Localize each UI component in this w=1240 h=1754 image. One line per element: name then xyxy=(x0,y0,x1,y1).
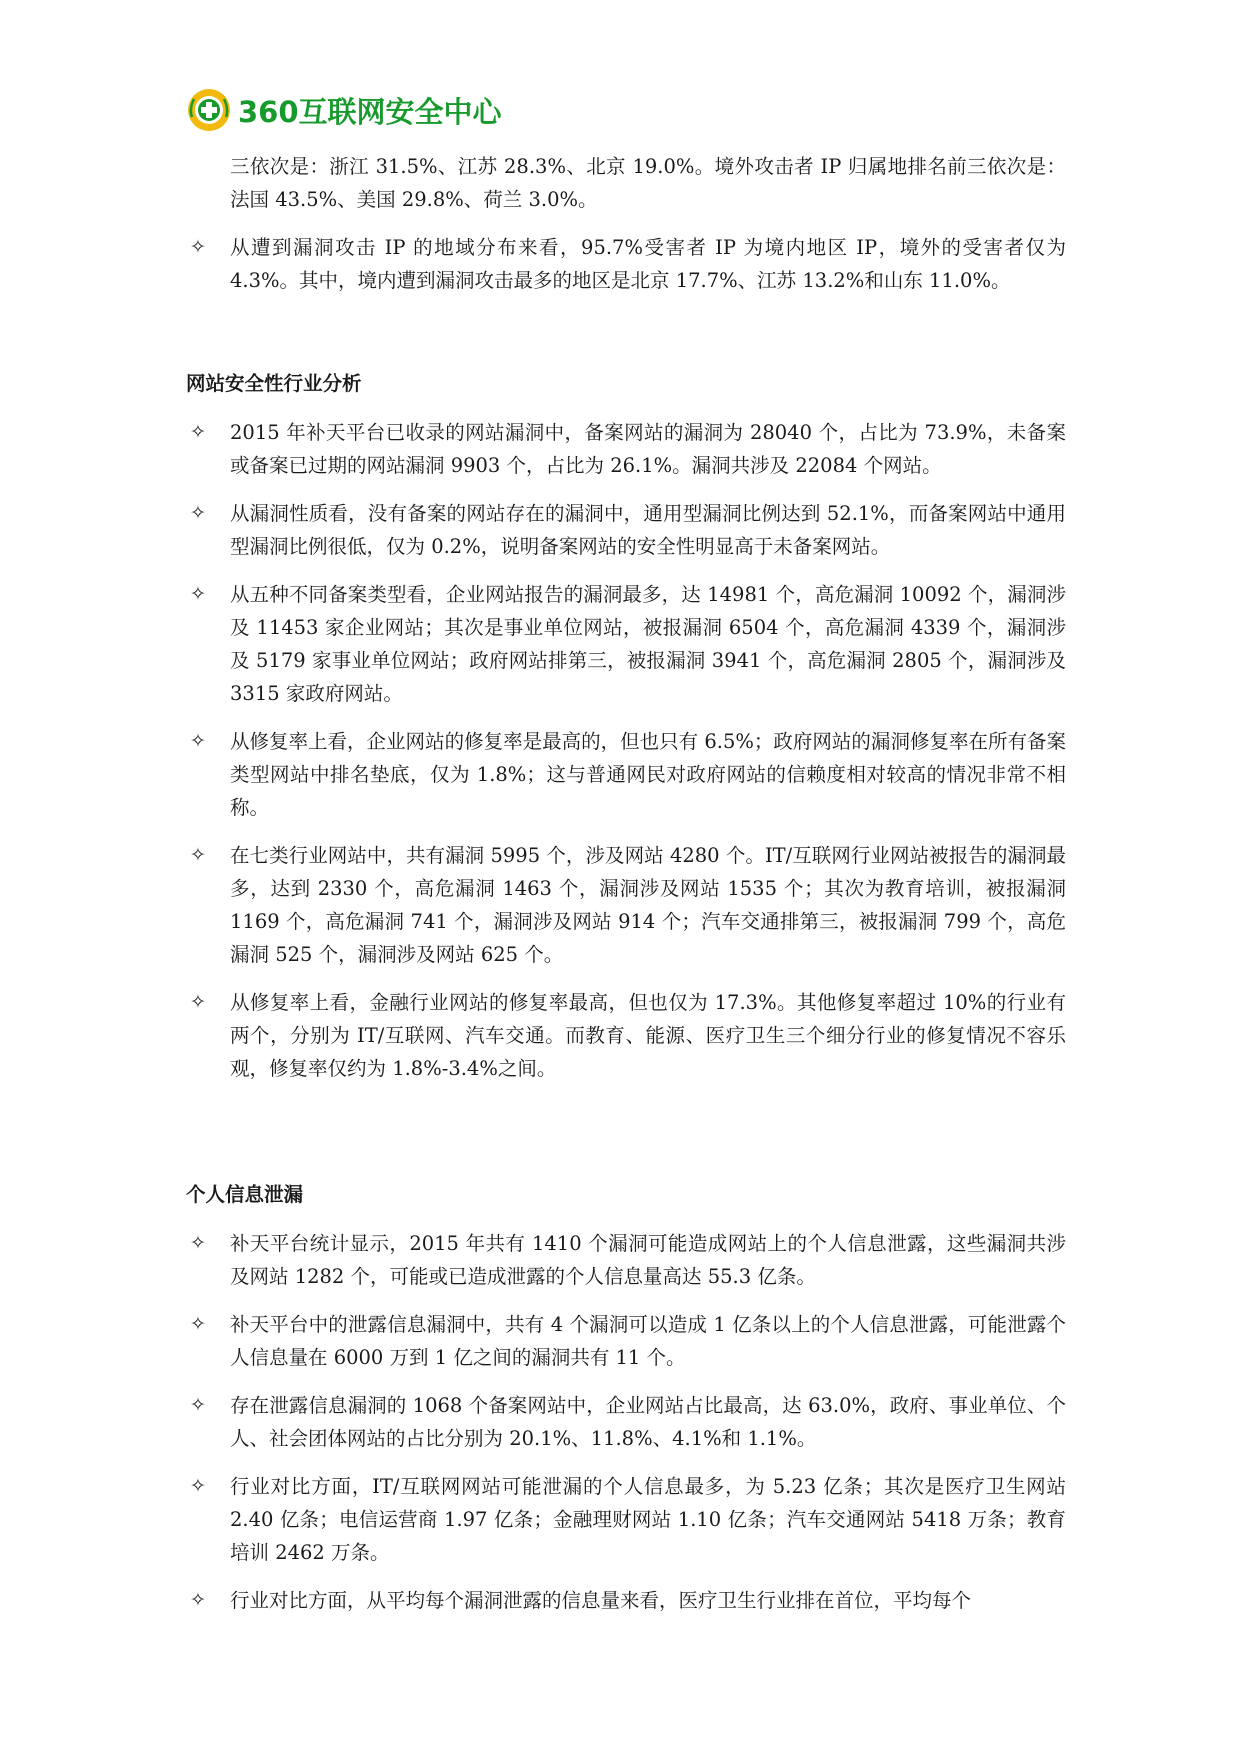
bullet-text: 从漏洞性质看，没有备案的网站存在的漏洞中，通用型漏洞比例达到 52.1%，而备案网站中通用型漏洞比例很低，仅为 0.2%，说明备案网站的安全性明显高于未备案网站。 xyxy=(230,502,1066,558)
intro-continuation-paragraph: 三依次是：浙江 31.5%、江苏 28.3%、北京 19.0%。境外攻击者 IP 归属地排名前三依次是：法国 43.5%、美国 29.8%、荷兰 3.0%。 xyxy=(230,155,1066,211)
list-item xyxy=(186,1308,1066,1374)
intro-bullet-list xyxy=(186,231,1066,297)
list-item xyxy=(186,725,1066,824)
section-title-industry: 网站安全性行业分析 xyxy=(186,372,362,395)
bullet-text: 从修复率上看，金融行业网站的修复率最高，但也仅为 17.3%。其他修复率超过 10%的行业有两个，分别为 IT/互联网、汽车交通。而教育、能源、医疗卫生三个细分行业的修复情况不容乐观，修复率仅约为 1.8%-3.4%之间。 xyxy=(230,991,1066,1080)
list-item xyxy=(186,578,1066,710)
bullet-marker-icon: ✧ xyxy=(190,421,206,443)
bullet-marker-icon: ✧ xyxy=(190,844,206,866)
list-item xyxy=(186,986,1066,1085)
bullet-marker-icon: ✧ xyxy=(190,730,206,752)
bullet-text: 2015 年补天平台已收录的网站漏洞中，备案网站的漏洞为 28040 个，占比为 73.9%，未备案或备案已过期的网站漏洞 9903 个，占比为 26.1%。漏洞共涉及 22084 个网站。 xyxy=(230,421,1066,477)
bullet-marker-icon: ✧ xyxy=(190,1232,206,1254)
privacy-bullet-list xyxy=(186,1227,1066,1617)
bullet-marker-icon: ✧ xyxy=(190,502,206,524)
list-item xyxy=(186,839,1066,971)
bullet-marker-icon: ✧ xyxy=(190,236,206,258)
list-item xyxy=(186,416,1066,482)
industry-bullet-list xyxy=(186,416,1066,1085)
list-item xyxy=(186,1584,1066,1617)
bullet-marker-icon: ✧ xyxy=(190,1394,206,1416)
bullet-text: 在七类行业网站中，共有漏洞 5995 个，涉及网站 4280 个。IT/互联网行业网站被报告的漏洞最多，达到 2330 个，高危漏洞 1463 个，漏洞涉及网站 1535 个；其次为教育培训，被报漏洞 1169 个，高危漏洞 741 个，漏洞涉及网站 914 个；汽车交通排第三，被报漏洞 799 个，高危漏洞 525 个，漏洞涉及网站 625 个。 xyxy=(230,844,1066,966)
list-item xyxy=(186,1389,1066,1455)
bullet-marker-icon: ✧ xyxy=(190,991,206,1013)
bullet-marker-icon: ✧ xyxy=(190,583,206,605)
bullet-marker-icon: ✧ xyxy=(190,1589,206,1611)
list-item xyxy=(186,1470,1066,1569)
logo-text: 360互联网安全中心 xyxy=(238,94,502,129)
bullet-text: 从遭到漏洞攻击 IP 的地域分布来看，95.7%受害者 IP 为境内地区 IP，境外的受害者仅为 4.3%。其中，境内遭到漏洞攻击最多的地区是北京 17.7%、江苏 13.2%和山东 11.0%。 xyxy=(230,236,1066,292)
bullet-marker-icon: ✧ xyxy=(190,1313,206,1335)
document-body xyxy=(186,150,1066,1632)
page-header xyxy=(186,86,502,134)
bullet-marker-icon: ✧ xyxy=(190,1475,206,1497)
bullet-text: 从五种不同备案类型看，企业网站报告的漏洞最多，达 14981 个，高危漏洞 10092 个，漏洞涉及 11453 家企业网站；其次是事业单位网站，被报漏洞 6504 个，高危漏洞 4339 个，漏洞涉及 5179 家事业单位网站；政府网站排第三，被报漏洞 3941 个，高危漏洞 2805 个，漏洞涉及 3315 家政府网站。 xyxy=(230,583,1066,705)
360-logo-emblem-icon xyxy=(186,87,232,133)
bullet-text: 行业对比方面，从平均每个漏洞泄露的信息量来看，医疗卫生行业排在首位，平均每个 xyxy=(230,1589,972,1612)
bullet-text: 行业对比方面，IT/互联网网站可能泄漏的个人信息最多，为 5.23 亿条；其次是医疗卫生网站 2.40 亿条；电信运营商 1.97 亿条；金融理财网站 1.10 亿条；汽车交通网站 5418 万条；教育培训 2462 万条。 xyxy=(230,1475,1066,1564)
list-item xyxy=(186,497,1066,563)
bullet-text: 补天平台中的泄露信息漏洞中，共有 4 个漏洞可以造成 1 亿条以上的个人信息泄露，可能泄露个人信息量在 6000 万到 1 亿之间的漏洞共有 11 个。 xyxy=(230,1313,1066,1369)
section-title-privacy: 个人信息泄漏 xyxy=(186,1183,304,1206)
list-item xyxy=(186,231,1066,297)
list-item xyxy=(186,1227,1066,1293)
bullet-text: 补天平台统计显示，2015 年共有 1410 个漏洞可能造成网站上的个人信息泄露，这些漏洞共涉及网站 1282 个，可能或已造成泄露的个人信息量高达 55.3 亿条。 xyxy=(230,1232,1066,1288)
bullet-text: 从修复率上看，企业网站的修复率是最高的，但也只有 6.5%；政府网站的漏洞修复率在所有备案类型网站中排名垫底，仅为 1.8%；这与普通网民对政府网站的信赖度相对较高的情况非常不相称。 xyxy=(230,730,1066,819)
bullet-text: 存在泄露信息漏洞的 1068 个备案网站中，企业网站占比最高，达 63.0%，政府、事业单位、个人、社会团体网站的占比分别为 20.1%、11.8%、4.1%和 1.1%。 xyxy=(230,1394,1066,1450)
